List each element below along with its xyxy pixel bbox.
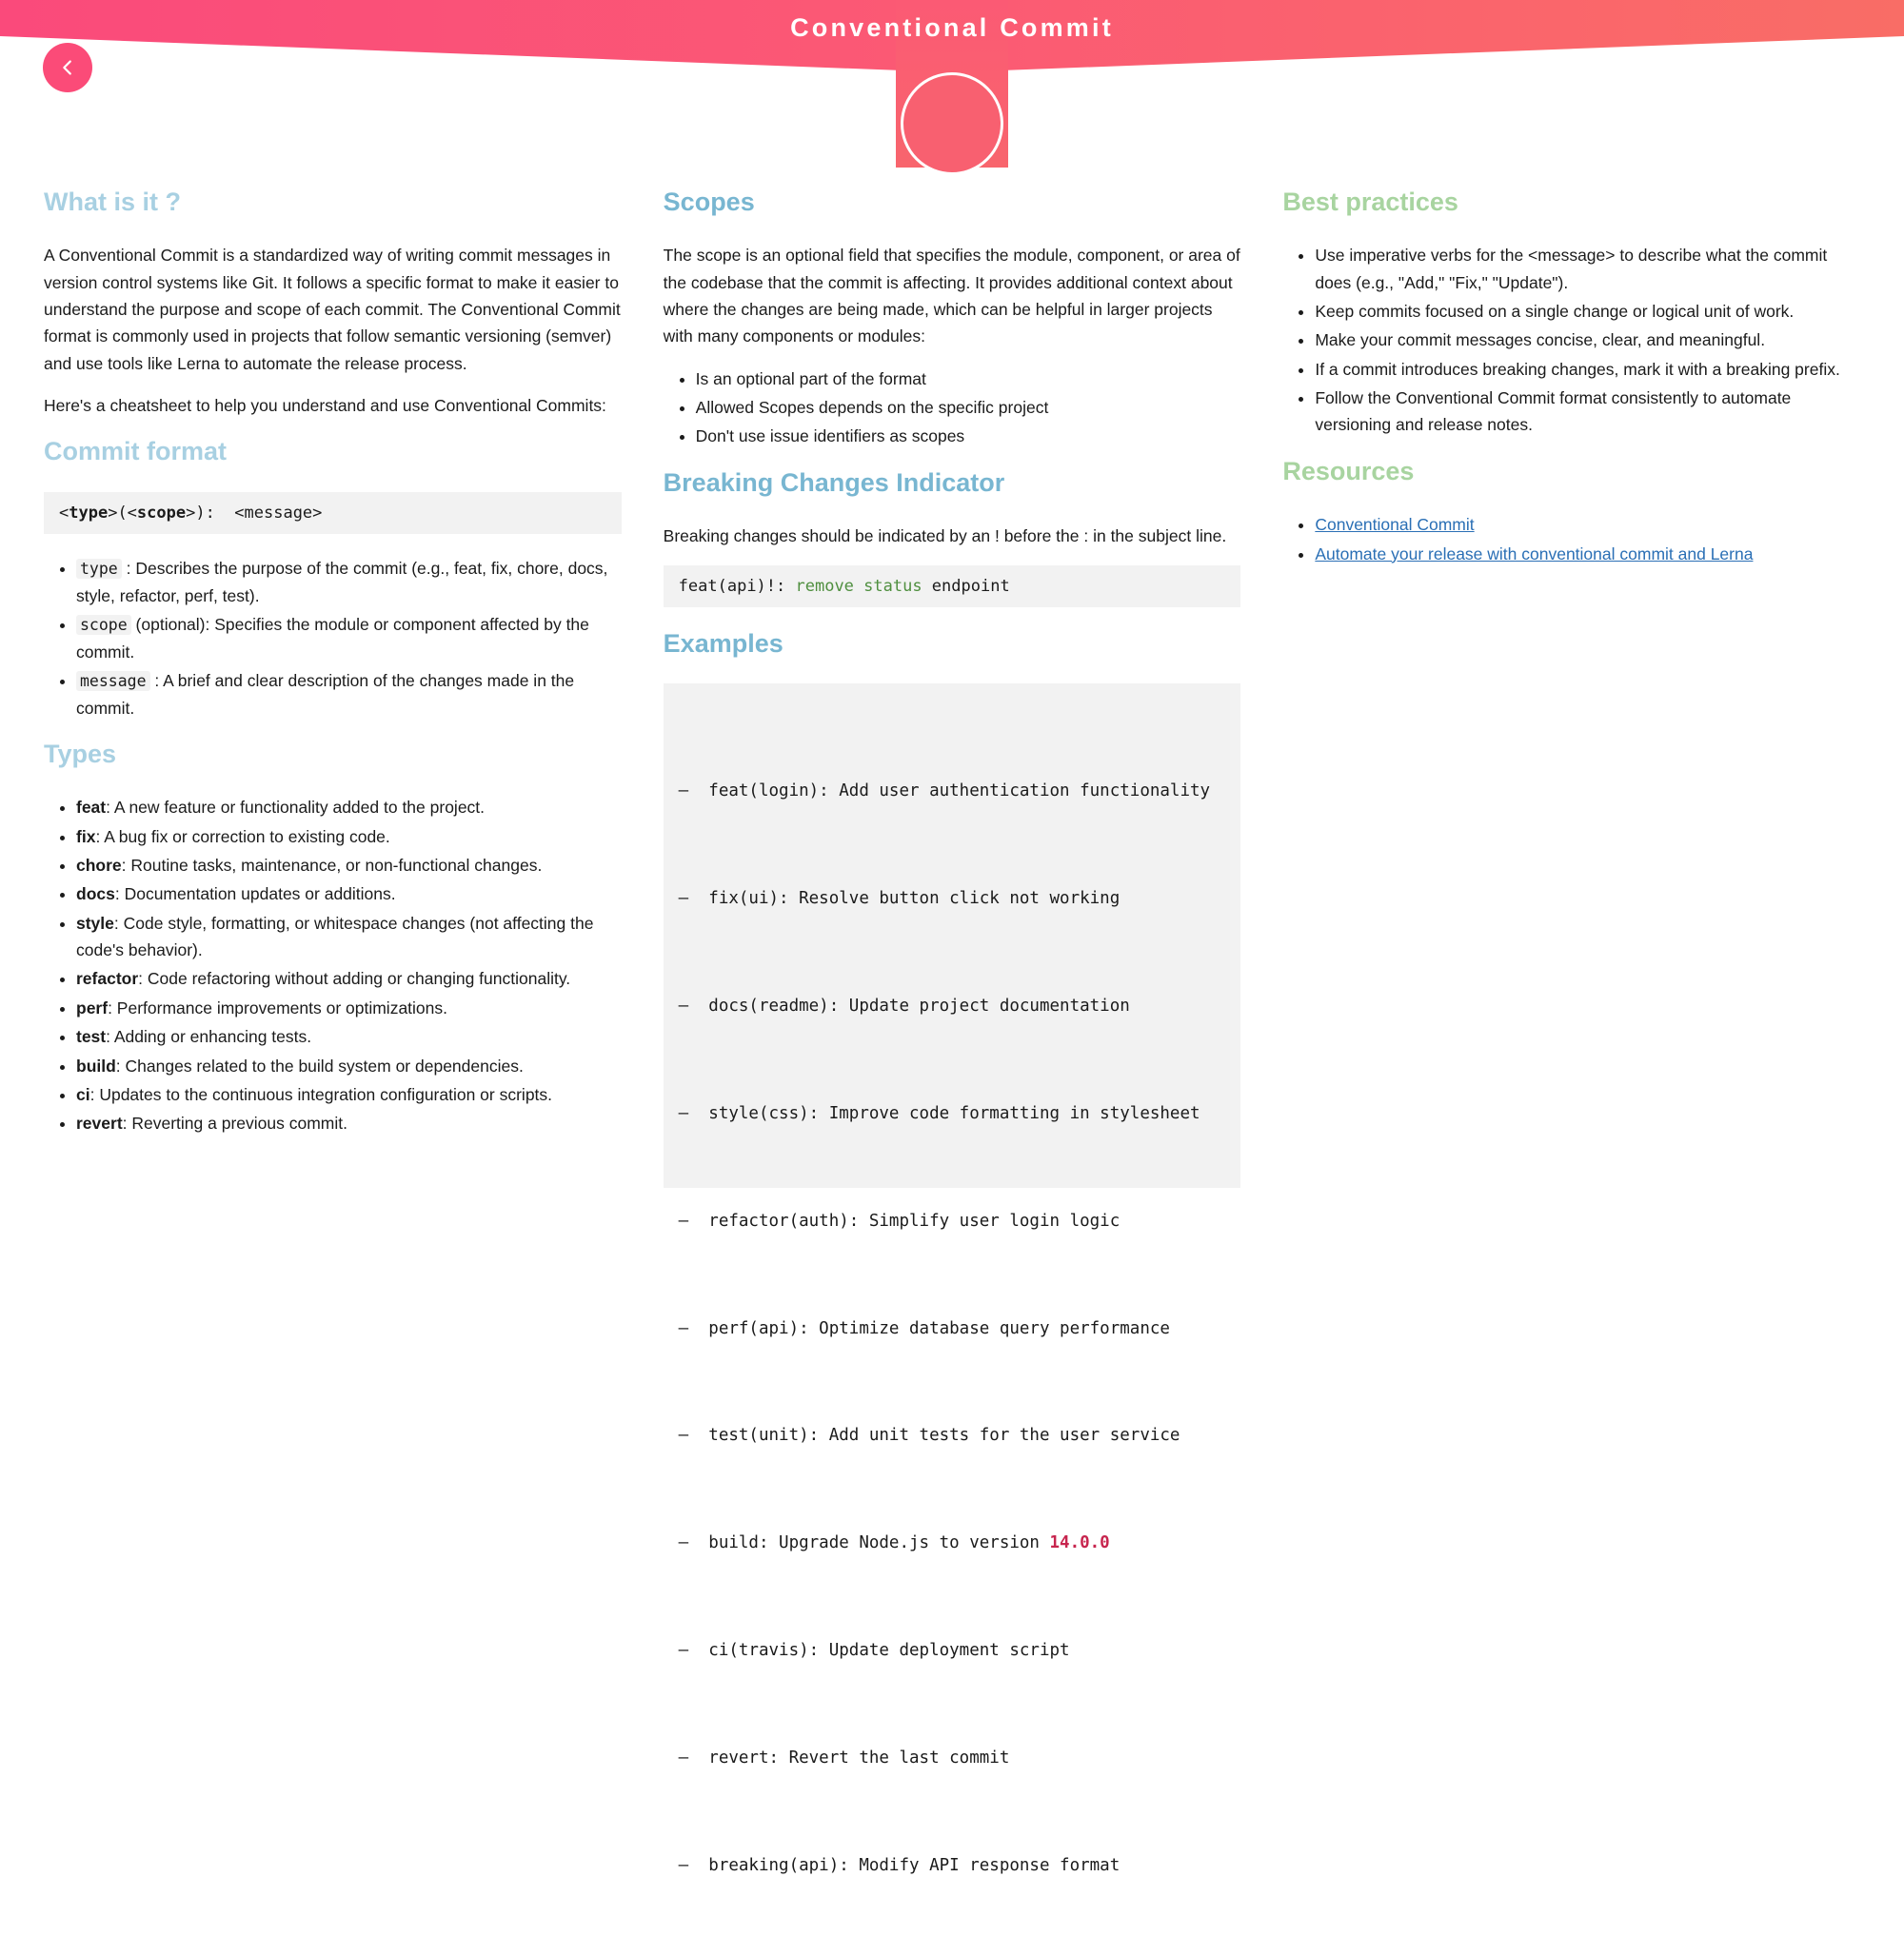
list-item: • Is an optional part of the format	[696, 366, 1241, 392]
type-name: refactor	[76, 969, 139, 989]
page-title: Conventional Commit	[790, 13, 1114, 42]
type-name: ci	[76, 1084, 90, 1104]
type-name: fix	[76, 826, 96, 846]
chevron-left-icon	[57, 57, 78, 78]
list-item-text: (optional): Specifies the module or component affected by the commit.	[76, 614, 589, 662]
list-item	[76, 667, 622, 721]
type-name: perf	[76, 998, 109, 1018]
heading-scopes: Scopes	[663, 188, 755, 216]
list-item	[76, 910, 622, 964]
type-name: docs	[76, 884, 115, 904]
back-button[interactable]	[43, 43, 92, 92]
resource-link-automate-release[interactable]: Automate your release with conventional commit and Lerna	[1315, 543, 1754, 563]
list-item	[76, 1081, 622, 1108]
example-line: – breaking(api): Modify API response format	[678, 1855, 1121, 1875]
inline-code-message: message	[76, 671, 150, 691]
type-desc: : Changes related to the build system or dependencies.	[115, 1056, 524, 1076]
commit-format-list	[44, 555, 622, 721]
example-build-version: 14.0.0	[1049, 1533, 1110, 1553]
code-suffix: endpoint	[922, 576, 1010, 596]
heading-breaking-changes: Breaking Changes Indicator	[663, 467, 1005, 497]
example-line: – test(unit): Add unit tests for the user service	[678, 1426, 1180, 1446]
code-prefix: feat(api)!:	[678, 576, 796, 596]
column-right	[1261, 169, 1881, 1188]
list-item	[76, 794, 622, 820]
code-highlight: remove status	[795, 576, 922, 596]
heading-commit-format: Commit format	[44, 437, 228, 466]
list-item	[76, 995, 622, 1021]
example-build-prefix: – build: Upgrade Node.js to version	[678, 1533, 1050, 1553]
heading-what-is-it: What is it ?	[44, 188, 181, 216]
inline-code-scope: scope	[76, 615, 131, 635]
list-item: • Follow the Conventional Commit format consistently to automate versioning and release notes.	[1315, 385, 1860, 439]
type-name: build	[76, 1056, 116, 1076]
type-desc: : Documentation updates or additions.	[114, 884, 396, 904]
example-line: – refactor(auth): Simplify user login logic	[678, 1211, 1121, 1231]
type-desc: : Reverting a previous commit.	[122, 1114, 347, 1134]
type-desc: : Performance improvements or optimizations.	[108, 998, 448, 1018]
example-line: – perf(api): Optimize database query performance	[678, 1318, 1170, 1338]
example-line: – feat(login): Add user authentication functionality	[678, 781, 1211, 801]
best-practices-list	[1282, 242, 1860, 438]
list-item: • Keep commits focused on a single change or logical unit of work.	[1315, 298, 1860, 325]
heading-best-practices: Best practices	[1282, 188, 1458, 216]
types-list	[44, 794, 622, 1136]
list-item: • Use imperative verbs for the <message> to describe what the commit does (e.g., "Add," "Fix," "Update").	[1315, 242, 1860, 296]
column-middle	[643, 169, 1262, 1875]
list-item	[1315, 511, 1860, 538]
scopes-paragraph: The scope is an optional field that specifies the module, component, or area of the codebase that the commit is affecting. It provides additional context about where the changes are being made, which can be helpful in larger projects with many components or modules:	[663, 246, 1240, 346]
list-item	[76, 1023, 622, 1050]
column-left	[23, 169, 643, 1188]
example-line: – docs(readme): Update project documentation	[678, 996, 1130, 1016]
list-item	[76, 611, 622, 665]
list-item	[1315, 541, 1860, 567]
list-item: • If a commit introduces breaking changes, mark it with a breaking prefix.	[1315, 356, 1860, 383]
avatar	[901, 72, 1003, 175]
page-header	[0, 0, 1904, 169]
list-item: • Make your commit messages concise, clear, and meaningful.	[1315, 326, 1860, 353]
type-name: feat	[76, 798, 107, 818]
list-item	[76, 880, 622, 907]
resource-link-conventional-commit[interactable]: Conventional Commit	[1315, 515, 1475, 535]
examples-code-block	[664, 683, 1241, 1875]
what-is-it-paragraph-2: Here's a cheatsheet to help you understand and use Conventional Commits:	[44, 396, 606, 416]
commit-format-code	[44, 492, 622, 534]
type-name: test	[76, 1027, 107, 1047]
type-desc: : Code refactoring without adding or changing functionality.	[138, 969, 571, 989]
type-desc: : A new feature or functionality added to the project.	[106, 798, 486, 818]
breaking-paragraph: Breaking changes should be indicated by an ! before the : in the subject line.	[663, 526, 1227, 546]
heading-types: Types	[44, 740, 117, 769]
type-desc: : A bug fix or correction to existing code.	[95, 826, 390, 846]
type-desc: : Code style, formatting, or whitespace changes (not affecting the code's behavior).	[76, 913, 594, 960]
example-line: – ci(travis): Update deployment script	[678, 1641, 1070, 1661]
list-item-text: : Describes the purpose of the commit (e.g., feat, fix, chore, docs, style, refactor, perf, test).	[76, 558, 608, 605]
type-desc: : Updates to the continuous integration configuration or scripts.	[89, 1084, 553, 1104]
list-item: • Allowed Scopes depends on the specific project	[696, 394, 1241, 421]
type-name: style	[76, 913, 114, 933]
list-item	[76, 852, 622, 879]
list-item-text: : A brief and clear description of the changes made in the commit.	[76, 670, 575, 718]
inline-code-type: type	[76, 559, 122, 579]
breaking-change-code	[664, 565, 1241, 607]
heading-resources: Resources	[1282, 456, 1415, 485]
heading-examples: Examples	[663, 628, 783, 658]
example-line-build	[679, 1526, 1226, 1562]
example-line: – fix(ui): Resolve button click not working	[678, 889, 1121, 909]
type-desc: : Routine tasks, maintenance, or non-functional changes.	[121, 856, 543, 876]
code-suffix: >): <message>	[186, 503, 323, 523]
type-name: revert	[76, 1114, 123, 1134]
code-type: type	[69, 503, 109, 523]
example-line: – revert: Revert the last commit	[678, 1749, 1010, 1768]
code-mid: >(<	[108, 503, 137, 523]
type-name: chore	[76, 856, 122, 876]
list-item	[76, 1110, 622, 1136]
list-item	[76, 823, 622, 850]
what-is-it-paragraph-1: A Conventional Commit is a standardized way of writing commit messages in version control systems like Git. It follows a specific format to make it easier to understand the purpose and scope of each commit. The Conventional Commit format is commonly used in projects that follow semantic versioning (semver) and use tools like Lerna to automate the release process.	[44, 246, 621, 373]
content-columns	[0, 169, 1904, 1875]
list-item	[76, 1053, 622, 1079]
list-item	[76, 965, 622, 992]
type-desc: : Adding or enhancing tests.	[106, 1027, 312, 1047]
code-scope: scope	[136, 503, 187, 523]
code-prefix: <	[59, 503, 69, 523]
list-item	[76, 555, 622, 609]
example-line: – style(css): Improve code formatting in stylesheet	[678, 1103, 1200, 1123]
list-item: • Don't use issue identifiers as scopes	[696, 423, 1241, 449]
resources-list	[1282, 511, 1860, 567]
scopes-list	[664, 366, 1241, 450]
